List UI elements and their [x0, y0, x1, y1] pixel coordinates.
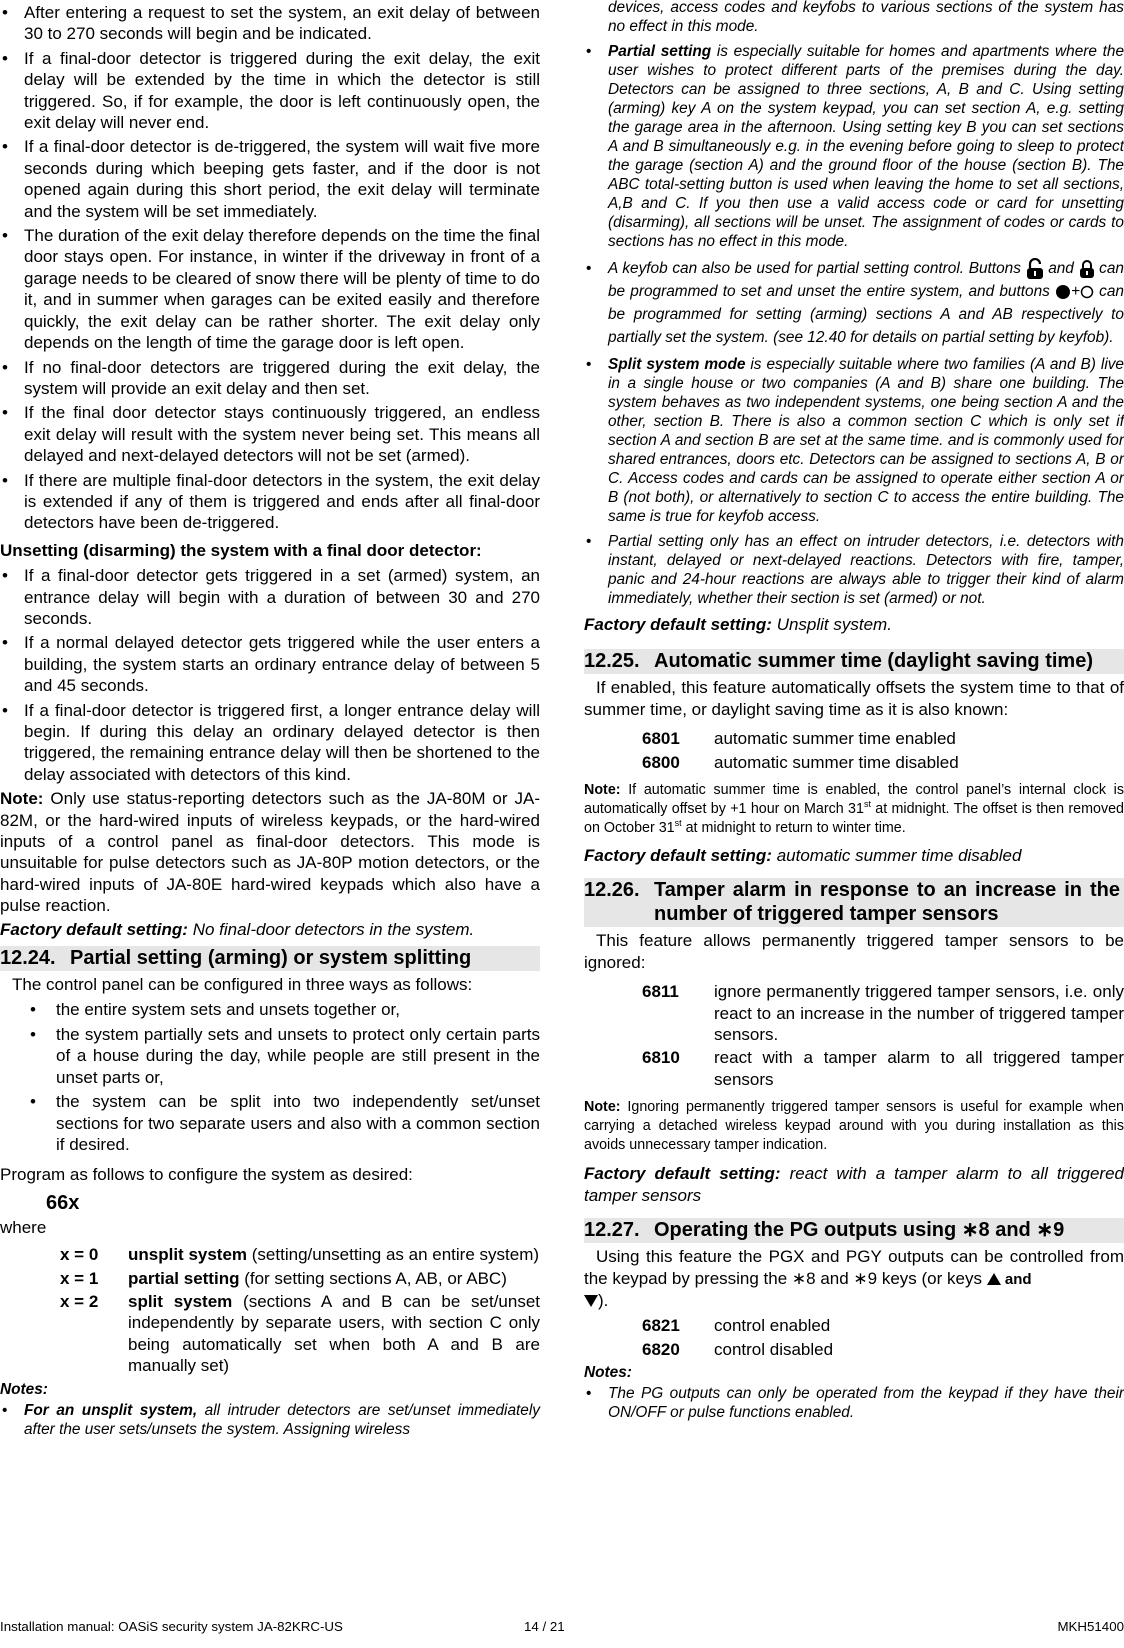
option-row	[60, 1244, 540, 1265]
list-item: • If a final-door detector is triggered during the exit delay, the exit delay will be extended by the time in which the detector is still triggered. So, if for example, the door is left continuously open, the exit delay will never end.	[0, 48, 540, 134]
left-column	[0, 0, 540, 1445]
where-label: where	[0, 1217, 47, 1237]
option-desc: ignore permanently triggered tamper sensors, i.e. only react to an increase in the number of triggered tamper sensors.	[714, 982, 1124, 1045]
unset-list	[0, 565, 540, 785]
option-desc: automatic summer time enabled	[714, 729, 956, 749]
option-desc: control enabled	[714, 1316, 831, 1336]
list-item: • If a final-door detector is de-triggered, the system will wait five more seconds during which beeping gets faster, and if the door is not opened again during this short period, the exit delay will terminate and the system will be set immediately.	[0, 136, 540, 222]
factory-default	[584, 614, 1124, 635]
notes-list	[584, 1384, 1124, 1422]
unset-heading: Unsetting (disarming) the system with a final door detector:	[0, 540, 482, 560]
section-title: Automatic summer time (daylight saving time)	[654, 650, 1093, 673]
option-row	[60, 1291, 540, 1377]
section-heading-12-27	[584, 1218, 1124, 1243]
option-code: x = 1	[60, 1268, 99, 1288]
option-code: x = 2	[60, 1291, 99, 1311]
option-desc: split system (sections A and B can be set/unset independently by separate users, with section C only being automatically set when both A and B are manually set)	[128, 1291, 541, 1376]
section-number: 12.27.	[584, 1219, 640, 1242]
list-item: • If a final-door detector is triggered first, a longer entrance delay will begin. If during this delay an ordinary delayed detector is then triggered, the remaining entrance delay will then be shortened to the delay associated with detectors of this kind.	[0, 700, 540, 786]
notes-label: Notes:	[0, 1380, 48, 1398]
unlocked-padlock-icon	[1026, 258, 1044, 280]
footer-title: Installation manual: OASiS security system JA-82KRC-US	[0, 1619, 343, 1634]
list-item: • After entering a request to set the system, an exit delay of between 30 to 270 seconds will begin and be indicated.	[0, 2, 540, 45]
arrow-up-icon	[987, 1273, 1001, 1285]
arrow-down-icon	[584, 1295, 598, 1307]
section-number: 12.24.	[0, 947, 56, 970]
option-code: 6810	[642, 1048, 680, 1068]
factory-value: Unsplit system.	[771, 615, 892, 634]
factory-default	[0, 919, 540, 940]
note-text: Only use status-reporting detectors such as the JA-80M or JA-82M, or the hard-wired inputs of wireless keypads, or the hard-wired inputs of a control panel as final-door detectors. This mode is unsuitable for pulse detectors such as JA-80P motion detectors, or the hard-wired inputs of JA-80E hard-wired keypads which also have a pulse reaction.	[0, 789, 540, 916]
page-footer	[0, 1619, 1124, 1639]
list-item: • the system can be split into two independently set/unset sections for two separate users and also with a common section if desired.	[0, 1091, 540, 1155]
option-row	[642, 752, 1124, 773]
factory-default	[584, 1163, 1124, 1206]
locked-padlock-icon	[1079, 259, 1095, 279]
section-title: Partial setting (arming) or system splitting	[70, 947, 472, 970]
section-intro: Using this feature the PGX and PGY outputs can be controlled from the keypad by pressing the ∗8 and ∗9 keys (or keys and ).	[584, 1247, 1124, 1310]
tamper-note: Note: Ignoring permanently triggered tamper sensors is useful for example when carrying a detached wireless keypad around with you during installation as this avoids unnecessary tamper indication.	[584, 1099, 1124, 1154]
section-title: Tamper alarm in response to an increase in the number of triggered tamper sensors	[654, 879, 1120, 926]
list-item: • Partial setting only has an effect on intruder detectors, i.e. detectors with instant, delayed or next-delayed reactions. Detectors with fire, tamper, panic and 24-hour reactions are always able to trigger their kind of alarm immediately, whether their section is set (armed) or not.	[584, 532, 1124, 608]
option-row	[642, 1047, 1124, 1090]
option-desc: react with a tamper alarm to all triggered tamper sensors	[714, 1048, 1124, 1089]
option-row	[642, 1339, 1124, 1360]
option-code: 6820	[642, 1339, 680, 1359]
list-item: • The PG outputs can only be operated from the keypad if they have their ON/OFF or pulse functions enabled.	[584, 1384, 1124, 1422]
continued-text: devices, access codes and keyfobs to various sections of the system has no effect in this mode.	[608, 0, 1124, 35]
right-column	[584, 0, 1124, 1428]
option-desc: partial setting (for setting sections A, AB, or ABC)	[128, 1268, 507, 1288]
notes-label: Notes:	[584, 1364, 632, 1382]
factory-label: Factory default setting:	[584, 615, 772, 634]
notes-list	[0, 1401, 540, 1439]
summer-time-note: Note: If automatic summer time is enabled, the control panel’s internal clock is automatically offset by +1 hour on March 31st at midnight. The offset is then removed on October 31st at midnight to return to winter time.	[584, 782, 1124, 837]
factory-label: Factory default setting:	[584, 1164, 781, 1184]
open-circle-icon	[1080, 285, 1094, 299]
option-code: 6811	[642, 982, 679, 1002]
section-intro: If enabled, this feature automatically offsets the system time to that of summer time, or daylight saving time as it is also known:	[584, 678, 1124, 719]
options-list	[584, 728, 1124, 773]
option-code: 6821	[642, 1316, 680, 1336]
section-number: 12.26.	[584, 879, 640, 902]
list-item: • Partial setting is especially suitable for homes and apartments where the user wishes to protect different parts of the premises during the day. Detectors can be assigned to three sections, A, B and C. Using setting (arming) key A on the system keypad, you can set section A, e.g. setting the garage area in the afternoon. Using setting key B you can set sections A and B simultaneously e.g. in the evening before going to sleep to protect the garage (section A) and the ground floor of the house (section B). The ABC total-setting button is used when leaving the home to set all sections, A,B and C. If you then use a valid access code or card for unsetting (disarming), all sections will be unset. The assignment of codes or cards to sections has no effect in this mode.	[584, 42, 1124, 251]
document-code: MKH51400	[1057, 1619, 1124, 1634]
option-desc: unsplit system (setting/unsetting as an entire system)	[128, 1245, 540, 1265]
list-item: • The duration of the exit delay therefore depends on the time the final door stays open. For instance, in winter if the driveway in front of a garage needs to be cleared of snow there will be plenty of time to do it, and in summer when garages can be exited easily and therefore quickly, the exit delay can be rather shorter. The exit delay only depends on the length of time the garage door is left open.	[0, 225, 540, 353]
section-heading-12-24	[0, 946, 540, 971]
partial-modes-list	[584, 42, 1124, 608]
program-code: 66x	[46, 1191, 80, 1214]
factory-value: react with a tamper alarm to all triggered tamper sensors	[584, 1164, 1124, 1205]
note-label: Note:	[0, 789, 44, 809]
option-row	[642, 1315, 1124, 1336]
list-item: • If the final door detector stays continuously triggered, an endless exit delay will result with the system never being set. This means all delayed and next-delayed detectors will not be set (armed).	[0, 402, 540, 466]
list-item: • If there are multiple final-door detectors in the system, the exit delay is extended if any of them is triggered and ends after all final-door detectors have been de-triggered.	[0, 470, 540, 534]
option-desc: automatic summer time disabled	[714, 752, 959, 772]
page-number: 14 / 21	[524, 1619, 565, 1634]
list-item: • If no final-door detectors are triggered during the exit delay, the system will provide an exit delay and then set.	[0, 357, 540, 400]
option-code: x = 0	[60, 1245, 99, 1265]
options-list	[584, 1315, 1124, 1360]
list-item: • A keyfob can also be used for partial setting control. Buttons and can be programmed to set and unset the entire system, and buttons + can be programmed for setting (arming) sections A and AB respectively to partially set the system. (see 12.40 for details on partial setting by keyfob).	[584, 257, 1124, 349]
config-ways-list	[0, 999, 540, 1155]
section-intro: The control panel can be configured in three ways as follows:	[12, 975, 473, 995]
list-item: • If a normal delayed detector gets triggered while the user enters a building, the system starts an ordinary entrance delay of between 5 and 45 seconds.	[0, 632, 540, 696]
factory-value: No final-door detectors in the system.	[187, 919, 475, 939]
option-desc: control disabled	[714, 1339, 834, 1359]
filled-circle-icon	[1055, 284, 1071, 300]
section-intro: This feature allows permanently triggered tamper sensors to be ignored:	[584, 931, 1124, 972]
section-heading-12-25	[584, 649, 1124, 674]
option-row	[642, 728, 1124, 749]
list-item: • If a final-door detector gets triggered in a set (armed) system, an entrance delay will begin with a duration of between 30 and 270 seconds.	[0, 565, 540, 629]
option-row	[642, 981, 1124, 1045]
program-instruction: Program as follows to configure the system as desired:	[0, 1165, 413, 1185]
final-door-note	[0, 788, 540, 916]
list-item: • the entire system sets and unsets together or,	[0, 999, 540, 1020]
section-heading-12-26	[584, 878, 1124, 927]
section-number: 12.25.	[584, 650, 640, 673]
option-code: 6801	[642, 729, 680, 749]
factory-value: automatic summer time disabled	[771, 846, 1022, 866]
factory-default	[584, 845, 1124, 866]
factory-label: Factory default setting:	[0, 919, 188, 939]
option-row	[60, 1268, 540, 1289]
exit-delay-list	[0, 2, 540, 534]
factory-label: Factory default setting:	[584, 846, 772, 866]
list-item: • the system partially sets and unsets to protect only certain parts of a house during the day, while people are still present in the unset parts or,	[0, 1024, 540, 1088]
list-item: • For an unsplit system, all intruder detectors are set/unset immediately after the user sets/unsets the system. Assigning wireless	[0, 1401, 540, 1439]
section-title: Operating the PG outputs using ∗8 and ∗9	[654, 1219, 1065, 1242]
options-list	[0, 1244, 540, 1376]
list-item: • Split system mode is especially suitable where two families (A and B) live in a single house or two companies (A and B) share one building. The system behaves as two independent systems, one being section A and the other, section B. There is also a common section C which is only set if section A and section B are set at the same time. and is commonly used for shared entrances, doors etc. Detectors can be assigned to sections A, B or C. Access codes and cards can be assigned to operate either section A or B (not both), or alternatively to section C to access the entire building. The same is true for keyfob access.	[584, 355, 1124, 526]
options-list	[584, 981, 1124, 1090]
option-code: 6800	[642, 752, 680, 772]
